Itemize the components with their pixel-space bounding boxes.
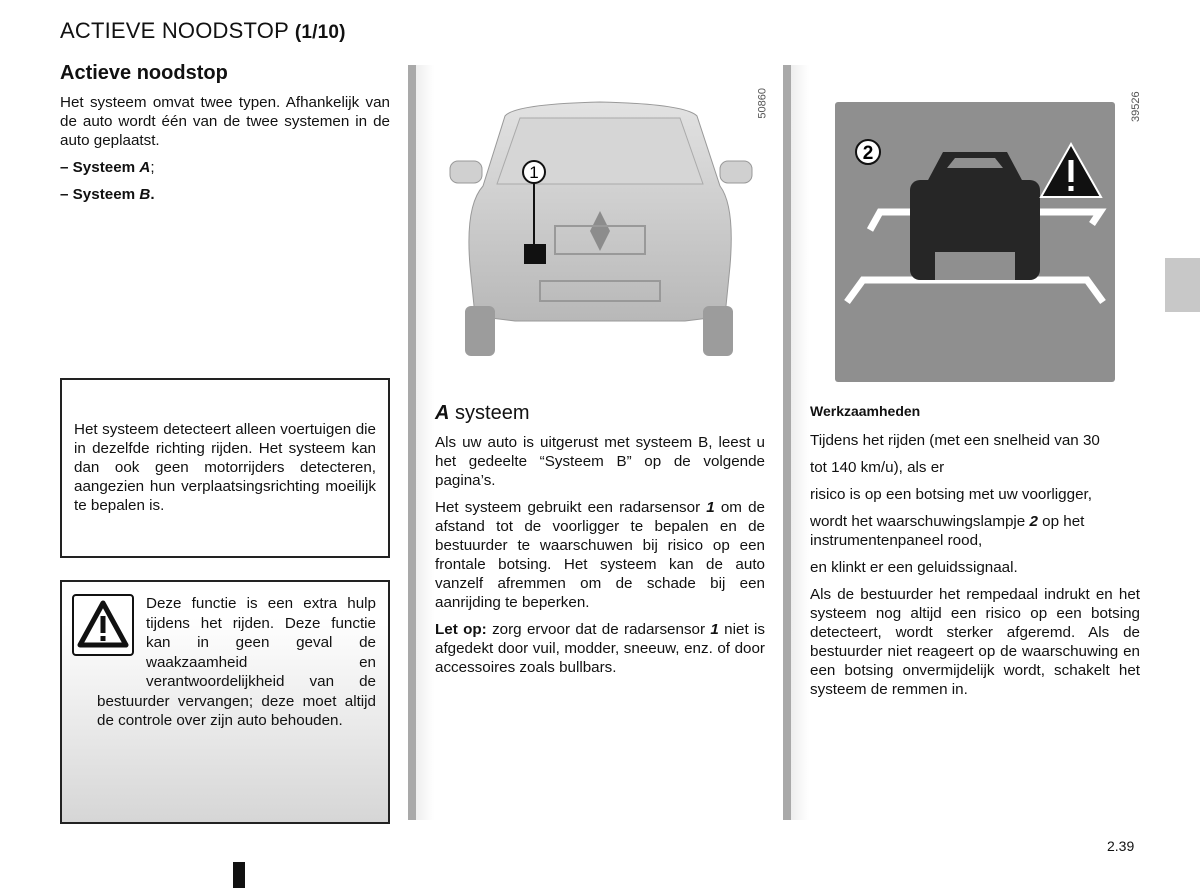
column-divider <box>408 65 416 820</box>
radar-sensor <box>524 244 546 264</box>
figure-id: 50860 <box>757 88 769 119</box>
callout-2: 2 <box>862 143 874 164</box>
list-item: – Systeem B. <box>60 186 155 203</box>
column-1: Actieve noodstop Het systeem omvat twee typen. Afhankelijk van de auto wordt één van de twee systemen in de auto geplaatst. – Systeem A; – Systeem B. <box>60 62 390 203</box>
car-front-figure <box>435 66 769 376</box>
page-title: ACTIEVE NOODSTOP (1/10) <box>60 18 346 43</box>
dashboard-warning-figure <box>835 102 1115 382</box>
callout-1: 1 <box>529 163 539 182</box>
section-heading: Werkzaamheden <box>810 403 921 419</box>
warning-text: Deze functie is een extra hulp tijdens het rijden. Deze functie kan in geen geval de waakzaamheid en verantwoordelijkheid van de bestuurder vervangen; deze moet altijd de controle over zijn auto behouden. <box>97 595 376 729</box>
warning-icon <box>72 594 134 656</box>
list-item: – Systeem A; <box>60 159 155 176</box>
warning-box <box>60 580 390 824</box>
column-3: Werkzaamheden Tijdens het rijden (met een snelheid van 30 tot 140 km/u), als er risico is op een botsing met uw voorligger, wordt het waarschuwingslampje 2 op het instrumentenpaneel rood, en klinkt er een geluidssignaal. Als de bestuurder het rempedaal indrukt en het systeem nog altijd een risico op een botsing detecteert, wordt sterker afgeremd. Als de bestuurder niet reageert op de waarschuwing en een botsing onvermijdelijk wordt, schakelt het systeem de remmen in. <box>810 403 1140 698</box>
chapter-tab[interactable] <box>1165 258 1200 312</box>
column-divider <box>783 65 791 820</box>
column-2: A systeem Als uw auto is uitgerust met systeem B, leest u het gedeelte “Systeem B” op de volgende pagina’s. Het systeem gebruikt een radarsensor 1 om de afstand tot de voorligger te bepalen en de bestuurder te waarschuwen bij risico op een frontale botsing. Het systeem kan de auto vanzelf afremmen om de schade bij een aanrijding te beperken. Let op: zorg ervoor dat de radarsensor 1 niet is afgedekt door vuil, modder, sneeuw, enz. of door accessoires zoals bullbars. <box>435 402 765 676</box>
section-heading: Actieve noodstop <box>60 62 228 84</box>
page-marker <box>233 862 245 888</box>
page-number: 2.39 <box>1107 838 1135 854</box>
section-heading: A systeem <box>435 402 530 424</box>
note-box: Het systeem detecteert alleen voertuigen die in dezelfde richting rijden. Het systeem kan dan ook geen motorrijders detecteren, aangezien hun verplaatsingsrichting moeilijk te bepalen is. <box>60 378 390 558</box>
figure-id: 39526 <box>1130 91 1142 122</box>
